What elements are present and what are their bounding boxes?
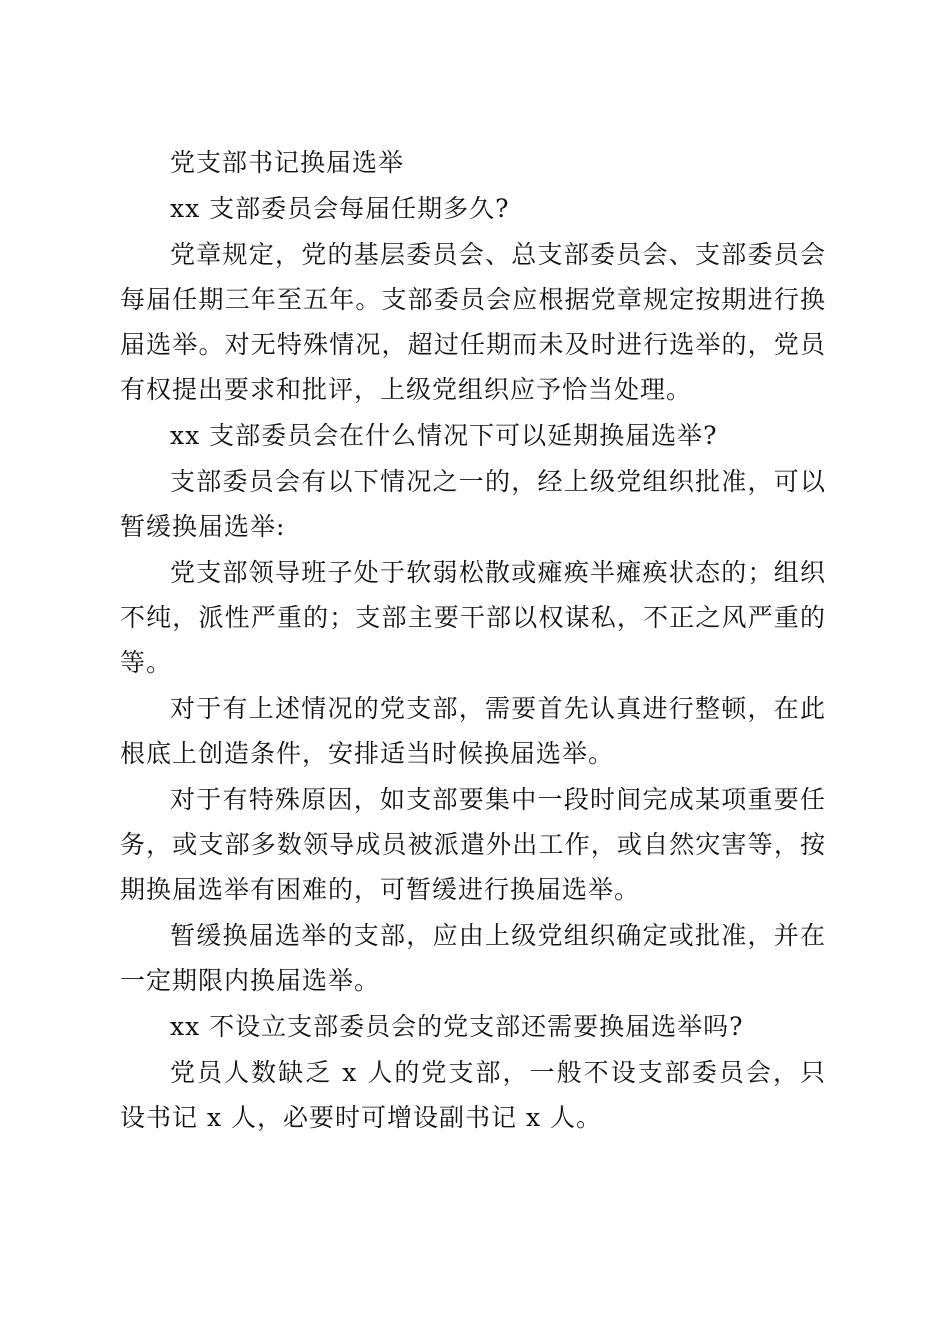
question-term-length: xx 支部委员会每届任期多久? (170, 194, 510, 223)
paragraph-special-reasons: 对于有特殊原因，如支部要集中一段时间完成某项重要任务，或支部多数领导成员被派遣外出工作，或自然灾害等，按期换届选举有困难的，可暂缓进行换届选举。 (120, 785, 826, 904)
question-no-committee: xx 不设立支部委员会的党支部还需要换届选举吗? (170, 1012, 744, 1041)
question-postpone: xx 支部委员会在什么情况下可以延期换届选举? (170, 421, 718, 450)
paragraph-term-rules: 党章规定，党的基层委员会、总支部委员会、支部委员会每届任期三年至五年。支部委员会应根据党章规定按期进行换届选举。对无特殊情况，超过任期而未及时进行选举的，党员有权提出要求和批评，上级党组织应予恰当处理。 (120, 240, 826, 404)
paragraph-no-committee: 党员人数缺乏 x 人的党支部，一般不设支部委员会，只设书记 x 人，必要时可增设副书记 x 人。 (120, 1058, 826, 1132)
paragraph-postpone-conditions: 支部委员会有以下情况之一的，经上级党组织批准，可以暂缓换届选举: (120, 467, 826, 541)
paragraph-weak-leadership: 党支部领导班子处于软弱松散或瘫痪半瘫痪状态的；组织不纯，派性严重的；支部主要干部以权谋私，不正之风严重的等。 (120, 558, 826, 677)
paragraph-rectification: 对于有上述情况的党支部，需要首先认真进行整顿，在此根底上创造条件，安排适当时候换届选举。 (120, 694, 826, 768)
document-title: 党支部书记换届选举 (170, 148, 405, 177)
document-body (120, 140, 826, 1141)
paragraph-approval: 暂缓换届选举的支部，应由上级党组织确定或批准，并在一定期限内换届选举。 (120, 921, 826, 995)
